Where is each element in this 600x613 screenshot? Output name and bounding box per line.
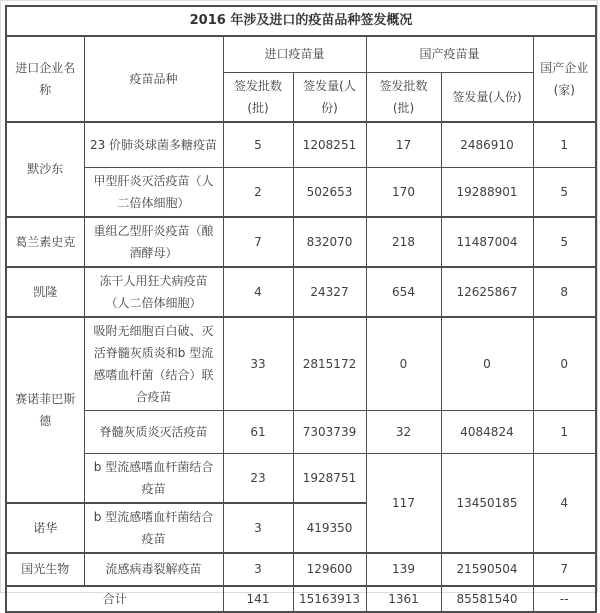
table-row: [6, 217, 596, 267]
domestic-doses-cell: 21590504: [441, 553, 533, 586]
domestic-batches-cell: 654: [366, 267, 441, 317]
column-header-domestic-enterprises: 国产企业(家): [533, 36, 596, 122]
total-domestic-doses-cell: 85581540: [441, 586, 533, 612]
table-row: [6, 122, 596, 167]
import-doses-cell: 1928751: [293, 453, 366, 503]
domestic-enterprises-cell: 0: [533, 317, 596, 411]
company-cell: 默沙东: [6, 122, 84, 217]
import-batches-cell: 33: [223, 317, 293, 411]
import-batches-cell: 23: [223, 453, 293, 503]
domestic-batches-cell: 218: [366, 217, 441, 267]
table-row: [6, 410, 596, 453]
domestic-enterprises-cell: 1: [533, 122, 596, 167]
total-label-cell: 合计: [6, 586, 223, 612]
table-row: [6, 267, 596, 317]
import-doses-cell: 2815172: [293, 317, 366, 411]
import-batches-cell: 4: [223, 267, 293, 317]
column-header-domestic-batches: 签发批数(批): [366, 72, 441, 122]
domestic-doses-cell: 19288901: [441, 167, 533, 217]
domestic-batches-cell: 32: [366, 410, 441, 453]
vaccine-cell: 重组乙型肝炎疫苗（酿酒酵母）: [84, 217, 223, 267]
total-domestic-enterprises-cell: --: [533, 586, 596, 612]
import-doses-cell: 7303739: [293, 410, 366, 453]
vaccine-cell: 甲型肝炎灭活疫苗（人二倍体细胞）: [84, 167, 223, 217]
column-header-import-doses: 签发量(人份): [293, 72, 366, 122]
domestic-batches-cell: 139: [366, 553, 441, 586]
domestic-batches-cell: 0: [366, 317, 441, 411]
vaccine-cell: 23 价肺炎球菌多糖疫苗: [84, 122, 223, 167]
column-header-company: 进口企业名称: [6, 36, 84, 122]
import-doses-cell: 129600: [293, 553, 366, 586]
domestic-doses-cell: 0: [441, 317, 533, 411]
company-cell: 国光生物: [6, 553, 84, 586]
domestic-enterprises-cell: 7: [533, 553, 596, 586]
vaccine-cell: 冻干人用狂犬病疫苗（人二倍体细胞）: [84, 267, 223, 317]
import-batches-cell: 7: [223, 217, 293, 267]
column-group-domestic: 国产疫苗量: [366, 36, 533, 72]
total-import-doses-cell: 15163913: [293, 586, 366, 612]
company-cell: 葛兰素史克: [6, 217, 84, 267]
table-title: 2016 年涉及进口的疫苗品种签发概况: [6, 6, 596, 36]
domestic-enterprises-cell: 5: [533, 167, 596, 217]
import-batches-cell: 3: [223, 503, 293, 553]
company-cell: 凯隆: [6, 267, 84, 317]
column-header-vaccine: 疫苗品种: [84, 36, 223, 122]
domestic-doses-cell: 2486910: [441, 122, 533, 167]
table-row: [6, 36, 596, 72]
column-header-import-batches: 签发批数(批): [223, 72, 293, 122]
domestic-enterprises-cell: 8: [533, 267, 596, 317]
vaccine-cell: 脊髓灰质炎灭活疫苗: [84, 410, 223, 453]
domestic-doses-cell: 11487004: [441, 217, 533, 267]
company-cell: 赛诺菲巴斯德: [6, 317, 84, 503]
total-import-batches-cell: 141: [223, 586, 293, 612]
total-domestic-batches-cell: 1361: [366, 586, 441, 612]
table-row: [6, 453, 596, 503]
table-row: [6, 553, 596, 586]
vaccine-cell: b 型流感嗜血杆菌结合疫苗: [84, 503, 223, 553]
import-batches-cell: 3: [223, 553, 293, 586]
import-batches-cell: 61: [223, 410, 293, 453]
domestic-enterprises-cell: 4: [533, 453, 596, 553]
import-doses-cell: 832070: [293, 217, 366, 267]
import-batches-cell: 5: [223, 122, 293, 167]
table-row: [6, 167, 596, 217]
table-row: [6, 317, 596, 411]
vaccine-cell: b 型流感嗜血杆菌结合疫苗: [84, 453, 223, 503]
import-doses-cell: 502653: [293, 167, 366, 217]
import-batches-cell: 2: [223, 167, 293, 217]
table-row: [6, 586, 596, 612]
domestic-doses-cell: 12625867: [441, 267, 533, 317]
column-header-domestic-doses: 签发量(人份): [441, 72, 533, 122]
column-group-import: 进口疫苗量: [223, 36, 366, 72]
vaccine-issuance-table: [5, 5, 597, 613]
domestic-doses-cell: 13450185: [441, 453, 533, 553]
import-doses-cell: 1208251: [293, 122, 366, 167]
import-doses-cell: 24327: [293, 267, 366, 317]
table-row: [6, 6, 596, 36]
domestic-doses-cell: 4084824: [441, 410, 533, 453]
vaccine-cell: 流感病毒裂解疫苗: [84, 553, 223, 586]
import-doses-cell: 419350: [293, 503, 366, 553]
domestic-enterprises-cell: 1: [533, 410, 596, 453]
vaccine-cell: 吸附无细胞百白破、灭活脊髓灰质炎和b 型流感嗜血杆菌（结合）联合疫苗: [84, 317, 223, 411]
domestic-batches-cell: 17: [366, 122, 441, 167]
company-cell: 诺华: [6, 503, 84, 553]
domestic-batches-cell: 170: [366, 167, 441, 217]
domestic-enterprises-cell: 5: [533, 217, 596, 267]
domestic-batches-cell: 117: [366, 453, 441, 553]
